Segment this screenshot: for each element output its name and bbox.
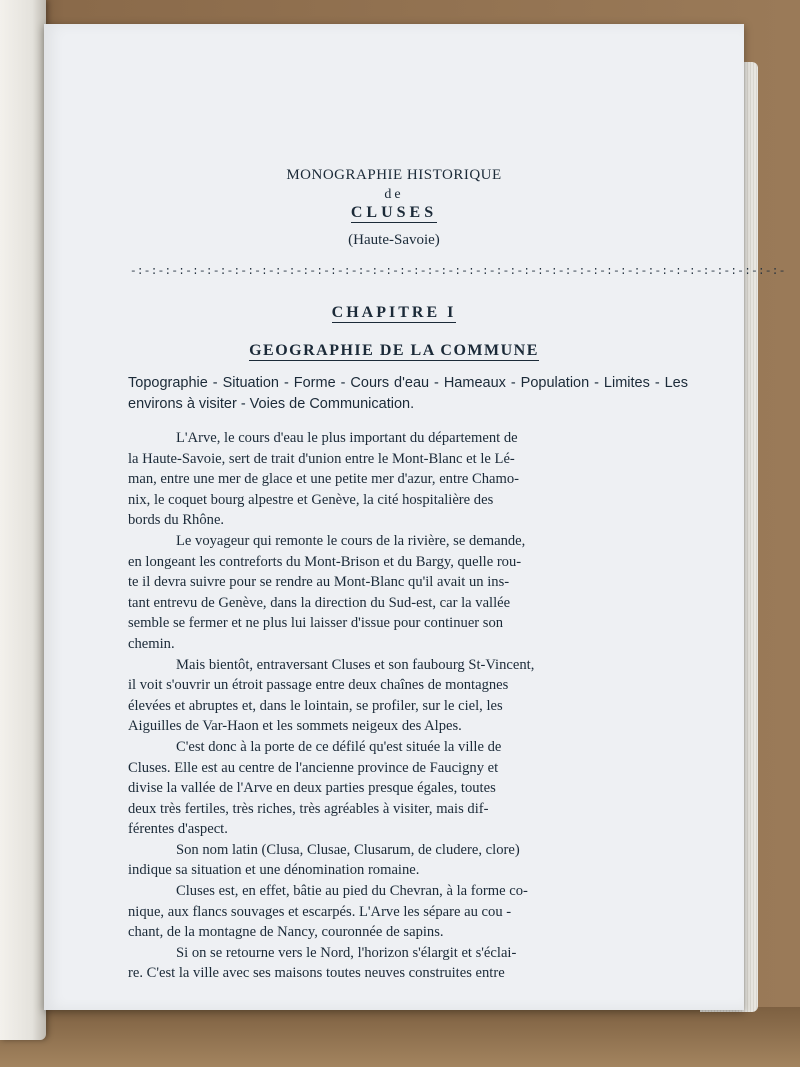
body-line: te il devra suivre pour se rendre au Mont-Blanc qu'il avait un ins- bbox=[128, 574, 510, 591]
chapter-heading bbox=[44, 304, 744, 322]
title-city bbox=[44, 204, 744, 222]
section-heading bbox=[44, 342, 744, 360]
body-line: man, entre une mer de glace et une petite mer d'azur, entre Chamo- bbox=[128, 471, 520, 488]
title-region: (Haute-Savoie) bbox=[348, 232, 440, 248]
chapter-summary: Topographie - Situation - Forme - Cours d'eau - Hameaux - Population - Limites - Les environs à visiter - Voies de Communication. bbox=[128, 375, 688, 412]
facing-page-edge bbox=[0, 0, 46, 1040]
document-title: MONOGRAPHIE HISTORIQUE bbox=[286, 167, 502, 183]
body-line: Si on se retourne vers le Nord, l'horizon s'élargit et s'éclai- bbox=[176, 944, 517, 961]
body-line: nique, aux flancs souvages et escarpés. L'Arve les sépare au cou - bbox=[128, 903, 512, 920]
body-line: nix, le coquet bourg alpestre et Genève, la cité hospitalière des bbox=[128, 491, 494, 508]
body-line: en longeant les contreforts du Mont-Brison et du Bargy, quelle rou- bbox=[128, 553, 522, 570]
body-line: divise la vallée de l'Arve en deux parties presque égales, toutes bbox=[128, 780, 496, 797]
body-line: re. C'est la ville avec ses maisons toutes neuves construites entre bbox=[128, 965, 505, 982]
body-line: L'Arve, le cours d'eau le plus important du département de bbox=[176, 430, 518, 446]
body-line: il voit s'ouvrir un étroit passage entre deux chaînes de montagnes bbox=[128, 677, 509, 694]
body-line: la Haute-Savoie, sert de trait d'union entre le Mont-Blanc et le Lé- bbox=[128, 450, 515, 467]
body-line: semble se fermer et ne plus lui laisser d'issue pour continuer son bbox=[128, 615, 504, 632]
desk-surface bbox=[0, 1007, 800, 1067]
body-line: chant, de la montagne de Nancy, couronnée de sapins. bbox=[128, 924, 444, 941]
chapter-heading-text: CHAPITRE I bbox=[331, 304, 457, 321]
decorative-separator: -:-:-:-:-:-:-:-:-:-:-:-:-:-:-:-:-:-:-:-:-:-:-:-:-:-:-:-:-:-:-:-:-:-:-:-:-:-:-:-:-:-:-:-:-:-:-:- bbox=[130, 266, 786, 278]
book-page bbox=[44, 24, 786, 1010]
body-text bbox=[128, 428, 688, 984]
title-preposition: de bbox=[384, 187, 404, 202]
body-line: chemin. bbox=[128, 635, 175, 652]
body-line: Son nom latin (Clusa, Clusae, Clusarum, de cludere, clore) bbox=[176, 841, 520, 858]
body-line: Cluses est, en effet, bâtie au pied du Chevran, à la forme co- bbox=[176, 883, 528, 900]
body-line: férentes d'aspect. bbox=[128, 821, 228, 838]
body-line: tant entrevu de Genève, dans la direction du Sud-est, car la vallée bbox=[128, 594, 511, 611]
body-line: élevées et abruptes et, dans le lointain, se profiler, sur le ciel, les bbox=[128, 697, 503, 714]
body-line: Aiguilles de Var-Haon et les sommets neigeux des Alpes. bbox=[128, 718, 462, 735]
body-line: Cluses. Elle est au centre de l'ancienne province de Faucigny et bbox=[128, 759, 499, 776]
section-heading-text: GEOGRAPHIE DE LA COMMUNE bbox=[249, 342, 539, 359]
body-line: Le voyageur qui remonte le cours de la rivière, se demande, bbox=[176, 532, 526, 549]
body-line: deux très fertiles, très riches, très agréables à visiter, mais dif- bbox=[128, 800, 489, 817]
body-line: C'est donc à la porte de ce défilé qu'est située la ville de bbox=[176, 738, 502, 755]
body-line: bords du Rhône. bbox=[128, 512, 225, 529]
body-line: indique sa situation et une dénomination romaine. bbox=[128, 862, 420, 879]
title-city-text: CLUSES bbox=[350, 204, 438, 221]
body-line: Mais bientôt, entraversant Cluses et son faubourg St-Vincent, bbox=[176, 656, 535, 673]
